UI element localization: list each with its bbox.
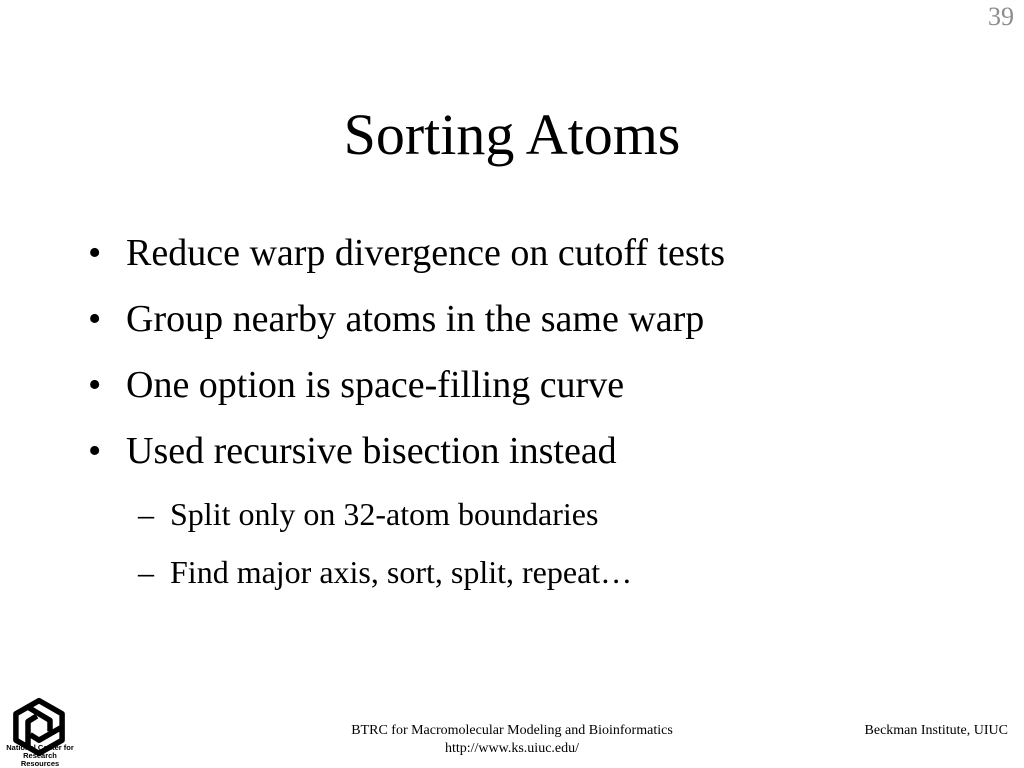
logo-caption-line: National Center for [6,743,74,752]
logo-caption-line: Research Resources [20,751,60,768]
sub-bullet-item [138,552,632,592]
footer-organization: BTRC for Macromolecular Modeling and Bioinformatics [351,723,673,738]
bullet-marker: • [88,232,102,274]
page-number: 39 [988,2,1014,31]
bullet-marker: • [88,298,102,340]
bullet-text: Used recursive bisection instead [126,430,617,472]
bullet-item [88,230,725,276]
sub-bullet-marker: – [138,554,154,590]
bullet-item [88,428,617,474]
bullet-marker: • [88,430,102,472]
bullet-item [88,362,624,408]
slide-title: Sorting Atoms [343,102,681,167]
footer-institution: Beckman Institute, UIUC [864,723,1008,738]
bullet-text: Group nearby atoms in the same warp [126,298,705,340]
sub-bullet-item [138,494,598,534]
bullet-marker: • [88,364,102,406]
footer-url: http://www.ks.uiuc.edu/ [444,741,580,756]
footer-center [262,722,762,758]
bullet-text: Reduce warp divergence on cutoff tests [126,232,726,274]
bullet-item [88,296,704,342]
bullet-text: One option is space-filling curve [126,364,625,406]
logo-caption [4,744,76,768]
sub-bullet-text: Split only on 32-atom boundaries [170,496,599,532]
sub-bullet-text: Find major axis, sort, split, repeat… [170,554,633,590]
sub-bullet-marker: – [138,496,154,532]
